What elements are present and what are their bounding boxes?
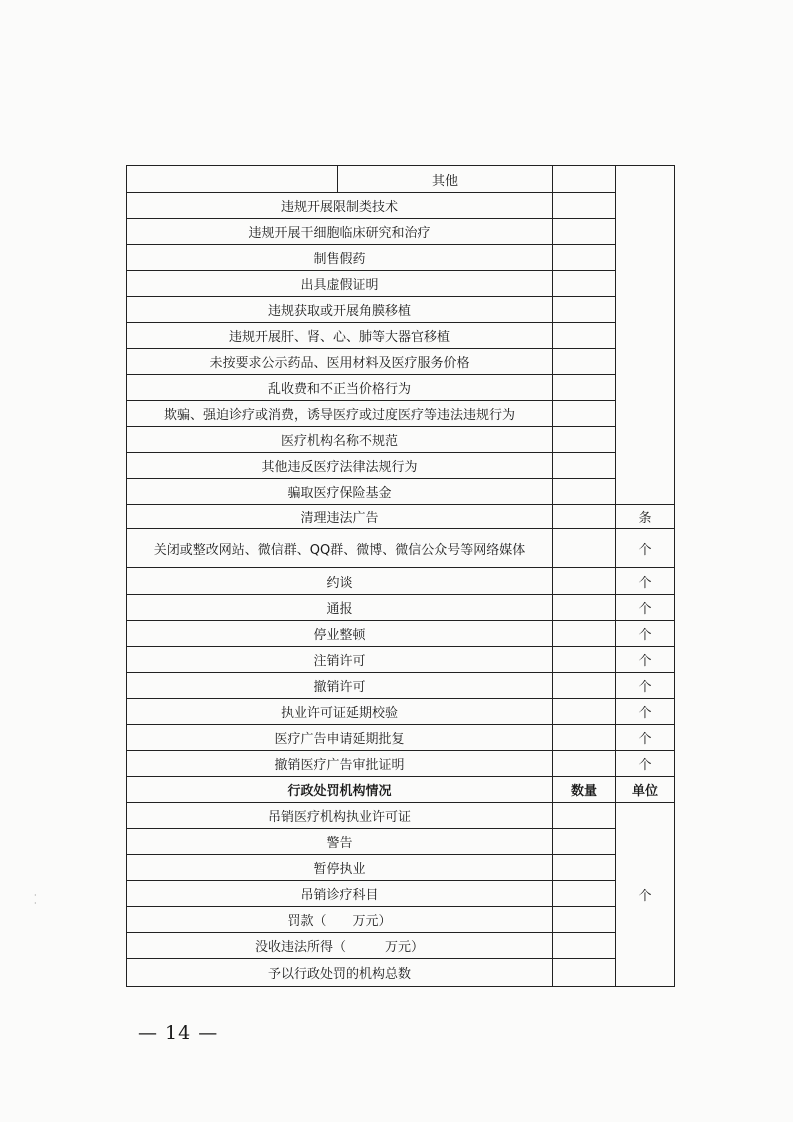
table-row	[127, 829, 675, 855]
row-label: 骗取医疗保险基金	[127, 479, 553, 505]
quantity-cell[interactable]	[553, 829, 616, 855]
row-label: 注销许可	[127, 647, 553, 673]
quantity-cell[interactable]	[553, 907, 616, 933]
row-label: 违规开展干细胞临床研究和治疗	[127, 219, 553, 245]
statistics-form-table	[126, 165, 675, 987]
quantity-cell[interactable]	[553, 568, 616, 595]
row-label: 医疗机构名称不规范	[127, 427, 553, 453]
table-row	[127, 479, 675, 505]
row-label: 通报	[127, 595, 553, 621]
quantity-cell[interactable]	[553, 323, 616, 349]
unit-cell: 个	[616, 568, 675, 595]
unit-cell: 个	[616, 595, 675, 621]
quantity-cell[interactable]	[553, 219, 616, 245]
row-label: 执业许可证延期校验	[127, 699, 553, 725]
quantity-cell[interactable]	[553, 803, 616, 829]
row-label: 违规获取或开展角膜移植	[127, 297, 553, 323]
table-row	[127, 297, 675, 323]
table-row	[127, 427, 675, 453]
scan-mark: · ·	[34, 891, 37, 908]
table-row	[127, 647, 675, 673]
quantity-cell[interactable]	[553, 349, 616, 375]
row-label: 欺骗、强迫诊疗或消费，诱导医疗或过度医疗等违法违规行为	[127, 401, 553, 427]
table-row	[127, 219, 675, 245]
table-row	[127, 933, 675, 959]
row-label: 罚款（ 万元）	[127, 907, 553, 933]
row-label: 停业整顿	[127, 621, 553, 647]
quantity-cell[interactable]	[553, 166, 616, 193]
row-label: 吊销医疗机构执业许可证	[127, 803, 553, 829]
table-row	[127, 375, 675, 401]
row-label: 撤销医疗广告审批证明	[127, 751, 553, 777]
quantity-cell[interactable]	[553, 751, 616, 777]
quantity-cell[interactable]	[553, 505, 616, 529]
table-row	[127, 881, 675, 907]
row-label: 制售假药	[127, 245, 553, 271]
unit-cell: 个	[616, 803, 675, 987]
row-label: 予以行政处罚的机构总数	[127, 959, 553, 987]
quantity-cell[interactable]	[553, 621, 616, 647]
unit-cell: 个	[616, 621, 675, 647]
quantity-cell[interactable]	[553, 245, 616, 271]
unit-cell: 条	[616, 505, 675, 529]
table-row	[127, 505, 675, 529]
unit-cell: 个	[616, 647, 675, 673]
row-label: 违规开展限制类技术	[127, 193, 553, 219]
quantity-header: 数量	[553, 777, 616, 803]
row-label: 暂停执业	[127, 855, 553, 881]
quantity-cell[interactable]	[553, 297, 616, 323]
row-label: 警告	[127, 829, 553, 855]
quantity-cell[interactable]	[553, 529, 616, 568]
quantity-cell[interactable]	[553, 855, 616, 881]
table-row	[127, 453, 675, 479]
row-label: 出具虚假证明	[127, 271, 553, 297]
quantity-cell[interactable]	[553, 375, 616, 401]
unit-cell	[616, 166, 675, 505]
unit-cell: 个	[616, 529, 675, 568]
unit-cell: 个	[616, 751, 675, 777]
quantity-cell[interactable]	[553, 479, 616, 505]
table-row	[127, 193, 675, 219]
quantity-cell[interactable]	[553, 193, 616, 219]
row-label: 未按要求公示药品、医用材料及医疗服务价格	[127, 349, 553, 375]
row-label: 乱收费和不正当价格行为	[127, 375, 553, 401]
table-header-row	[127, 777, 675, 803]
row-label: 关闭或整改网站、微信群、QQ群、微博、微信公众号等网络媒体	[127, 529, 553, 568]
quantity-cell[interactable]	[553, 725, 616, 751]
table-row	[127, 959, 675, 987]
quantity-cell[interactable]	[553, 647, 616, 673]
table-row	[127, 907, 675, 933]
table-row	[127, 673, 675, 699]
unit-cell: 个	[616, 673, 675, 699]
table-row	[127, 529, 675, 568]
quantity-cell[interactable]	[553, 933, 616, 959]
quantity-cell[interactable]	[553, 881, 616, 907]
table-row	[127, 271, 675, 297]
row-label: 其他	[338, 166, 553, 193]
row-label: 违规开展肝、肾、心、肺等大器官移植	[127, 323, 553, 349]
quantity-cell[interactable]	[553, 427, 616, 453]
row-label: 约谈	[127, 568, 553, 595]
table-body	[127, 166, 675, 987]
quantity-cell[interactable]	[553, 959, 616, 987]
quantity-cell[interactable]	[553, 595, 616, 621]
table-row	[127, 568, 675, 595]
unit-cell: 个	[616, 725, 675, 751]
quantity-cell[interactable]	[553, 699, 616, 725]
table-row	[127, 595, 675, 621]
page-number: — 14 —	[138, 1022, 219, 1044]
quantity-cell[interactable]	[553, 401, 616, 427]
row-label: 医疗广告申请延期批复	[127, 725, 553, 751]
table-row	[127, 751, 675, 777]
table-row	[127, 401, 675, 427]
quantity-cell[interactable]	[553, 453, 616, 479]
table-row-other	[127, 166, 675, 193]
table-row	[127, 725, 675, 751]
table-row	[127, 621, 675, 647]
quantity-cell[interactable]	[553, 271, 616, 297]
row-label: 清理违法广告	[127, 505, 553, 529]
table-row	[127, 803, 675, 829]
row-label: 吊销诊疗科目	[127, 881, 553, 907]
unit-cell: 个	[616, 699, 675, 725]
section-title: 行政处罚机构情况	[127, 777, 553, 803]
unit-header: 单位	[616, 777, 675, 803]
table-row	[127, 855, 675, 881]
table-row	[127, 349, 675, 375]
table-row	[127, 699, 675, 725]
quantity-cell[interactable]	[553, 673, 616, 699]
row-label: 其他违反医疗法律法规行为	[127, 453, 553, 479]
table-row	[127, 245, 675, 271]
blank-cell	[127, 166, 338, 193]
row-label: 没收违法所得（ 万元）	[127, 933, 553, 959]
row-label: 撤销许可	[127, 673, 553, 699]
table-row	[127, 323, 675, 349]
